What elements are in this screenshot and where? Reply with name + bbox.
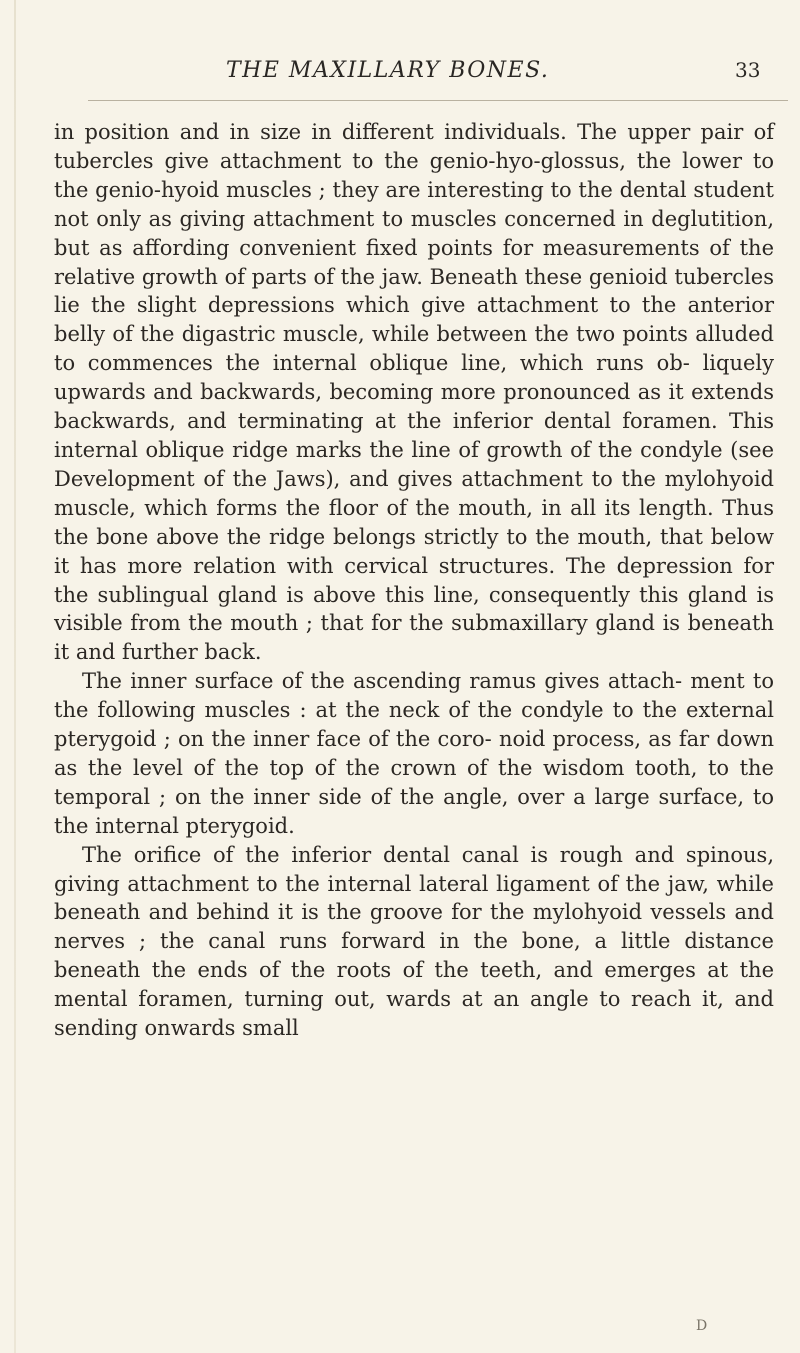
page-number: 33 xyxy=(735,58,761,82)
running-title: THE MAXILLARY BONES. xyxy=(226,58,550,83)
body-text xyxy=(54,118,774,1043)
header-rule xyxy=(88,100,788,101)
paragraph-3: The orifice of the inferior dental canal is rough and spinous, giving attachment to the internal lateral ligament of the jaw, while beneath and behind it is the groove for the mylohyoid vessels and nerves ; the canal runs forward in the bone, a little distance beneath the ends of the roots of the teeth, and emerges at the mental foramen, turning out, wards at an angle to reach it, and sending onwards small xyxy=(54,842,774,1041)
signature-mark: D xyxy=(696,1318,708,1334)
paragraph-1: in position and in size in different individuals. The upper pair of tubercles give attachment to the genio-hyo-glossus, the lower to the genio-hyoid muscles ; they are interesting to the dental student not only as giving attachment to muscles concerned in deglutition, but as affording convenient fixed points for measurements of the relative growth of parts of the jaw. Beneath these genioid tubercles lie the slight depressions which give attachment to the anterior belly of the digastric muscle, while between the two points alluded to commences the internal oblique line, which runs ob- liquely upwards and backwards, becoming more pronounced as it extends backwards, and terminating at the inferior dental foramen. This internal oblique ridge marks the line of growth of the condyle (see Development of the Jaws), and gives attachment to the mylohyoid muscle, which forms the floor of the mouth, in all its length. Thus the bone above the ridge belongs strictly to the mouth, that below it has more relation with cervical structures. The depression for the sublingual gland is above this line, consequently this gland is visible from the mouth ; that for the submaxillary gland is beneath it and further back. xyxy=(54,120,774,665)
page-gutter xyxy=(14,0,16,1353)
paragraph-2: The inner surface of the ascending ramus gives attach- ment to the following muscles : at the neck of the condyle to the external pterygoid ; on the inner face of the coro- noid process, as far down as the level of the top of the crown of the wisdom tooth, to the temporal ; on the inner side of the angle, over a large surface, to the internal pterygoid. xyxy=(54,669,774,838)
running-head xyxy=(0,58,800,94)
